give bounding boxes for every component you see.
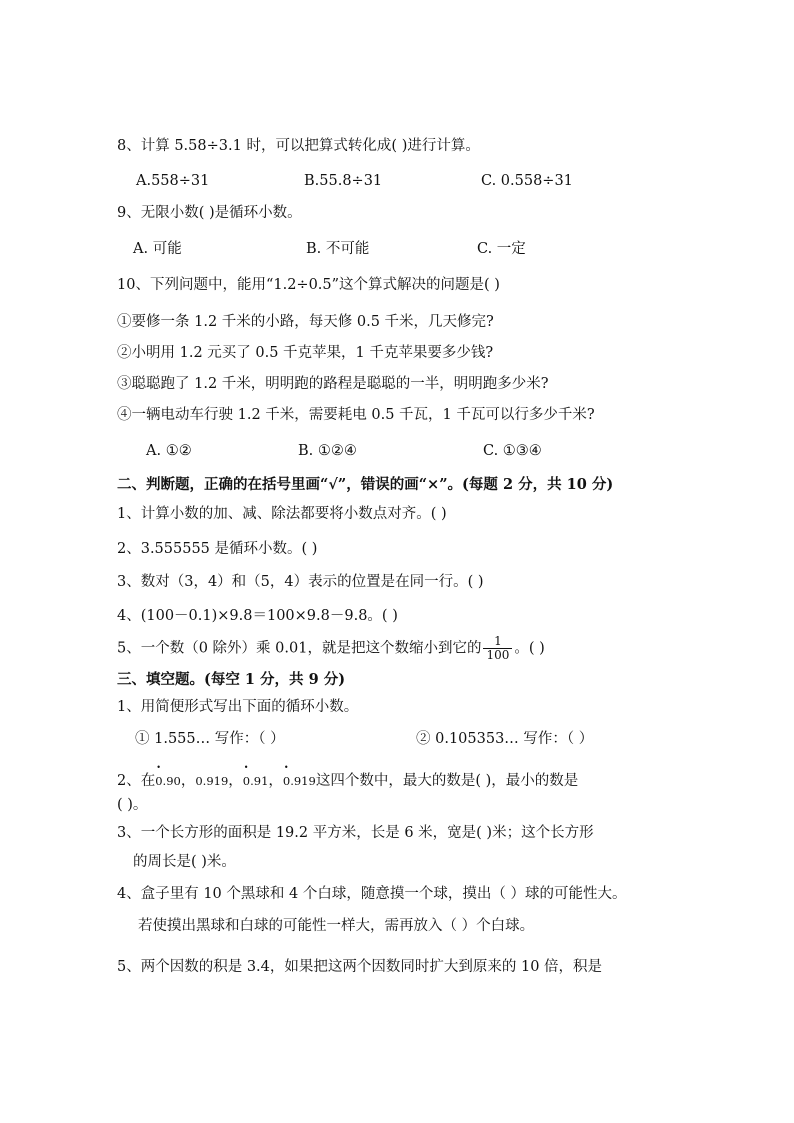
section3-heading: 三、填空题。(每空 1 分，共 9 分) <box>117 671 346 688</box>
q9-option-c: C. 一定 <box>477 241 526 257</box>
item5-tail: 。( ) <box>514 640 545 657</box>
repeating-decimal-1: • 0.90 <box>155 771 181 791</box>
section3-q1-b: ② 0.105353… 写作：（ ） <box>416 731 594 747</box>
section2-item-3: 3、数对（3，4）和（5，4）表示的位置是在同一行。( ) <box>117 574 484 590</box>
section3-q1-stem: 1、用简便形式写出下面的循环小数。 <box>117 699 359 715</box>
q10-option-a: A. ①② <box>146 443 192 459</box>
section2-heading: 二、判断题，正确的在括号里画“√”，错误的画“×”。(每题 2 分，共 10 分) <box>117 476 614 493</box>
q8-option-c: C. 0.558÷31 <box>481 173 573 189</box>
section3-q5-line1: 5、两个因数的积是 3.4，如果把这两个因数同时扩大到原来的 10 倍，积是 <box>117 959 603 975</box>
repeating-decimal-2: 0.919 <box>195 774 229 788</box>
q10-option-c: C. ①③④ <box>483 443 542 459</box>
repeating-decimal-3: • 0.91 <box>243 771 269 791</box>
q9-option-a: A. 可能 <box>133 241 182 257</box>
q2-rest: 这四个数中，最大的数是( )，最小的数是 <box>315 773 579 789</box>
section3-q1-a: ① 1.555… 写作：（ ） <box>135 731 285 747</box>
section3-q3-line1: 3、一个长方形的面积是 19.2 平方米，长是 6 米，宽是( )米；这个长方形 <box>117 825 594 841</box>
fraction-one-hundredth <box>483 635 512 662</box>
q10-item-4: ④一辆电动车行驶 1.2 千米，需要耗电 0.5 千瓦，1 千瓦可以行多少千米? <box>117 407 595 423</box>
q10-option-b: B. ①②④ <box>298 443 357 459</box>
section3-q4-line2: 若使摸出黑球和白球的可能性一样大，需再放入（ ）个白球。 <box>138 918 535 934</box>
section2-item-4: 4、(100－0.1)×9.8＝100×9.8－9.8。( ) <box>117 608 398 624</box>
repeating-decimal-4: • 0.919 <box>283 771 316 791</box>
fraction-numerator: 1 <box>483 635 512 649</box>
q10-stem: 10、下列问题中，能用“1.2÷0.5”这个算式解决的问题是( ) <box>117 277 500 293</box>
q2-prefix: 2、在 <box>117 773 156 789</box>
q2-sep-1: ， <box>180 773 196 789</box>
section3-q3-line2: 的周长是( )米。 <box>133 854 236 870</box>
q10-item-1: ①要修一条 1.2 千米的小路，每天修 0.5 千米，几天修完? <box>117 314 494 330</box>
section2-item-1: 1、计算小数的加、减、除法都要将小数点对齐。( ) <box>117 506 447 522</box>
q2-sep-3: ， <box>268 773 283 789</box>
section3-q2-line1 <box>117 771 578 791</box>
q10-item-3: ③聪聪跑了 1.2 千米，明明跑的路程是聪聪的一半，明明跑多少米? <box>117 376 549 392</box>
section2-item-2: 2、3.555555 是循环小数。( ) <box>117 541 318 557</box>
fraction-denominator: 100 <box>486 648 510 662</box>
q9-option-b: B. 不可能 <box>306 241 370 257</box>
q8-stem: 8、计算 5.58÷3.1 时，可以把算式转化成( )进行计算。 <box>117 138 480 154</box>
q8-option-a: A.558÷31 <box>136 173 210 189</box>
q2-sep-2: ， <box>228 773 243 789</box>
section3-q4-line1: 4、盒子里有 10 个黑球和 4 个白球，随意摸一个球，摸出（ ）球的可能性大。 <box>117 886 627 902</box>
q10-item-2: ②小明用 1.2 元买了 0.5 千克苹果，1 千克苹果要多少钱? <box>117 345 494 361</box>
item5-text: 5、一个数（0 除外）乘 0.01，就是把这个数缩小到它的 <box>117 640 482 657</box>
section2-item-5 <box>117 635 545 662</box>
q9-stem: 9、无限小数( )是循环小数。 <box>117 205 302 221</box>
q8-option-b: B.55.8÷31 <box>304 173 383 189</box>
section3-q2-line2: ( )。 <box>117 797 148 813</box>
